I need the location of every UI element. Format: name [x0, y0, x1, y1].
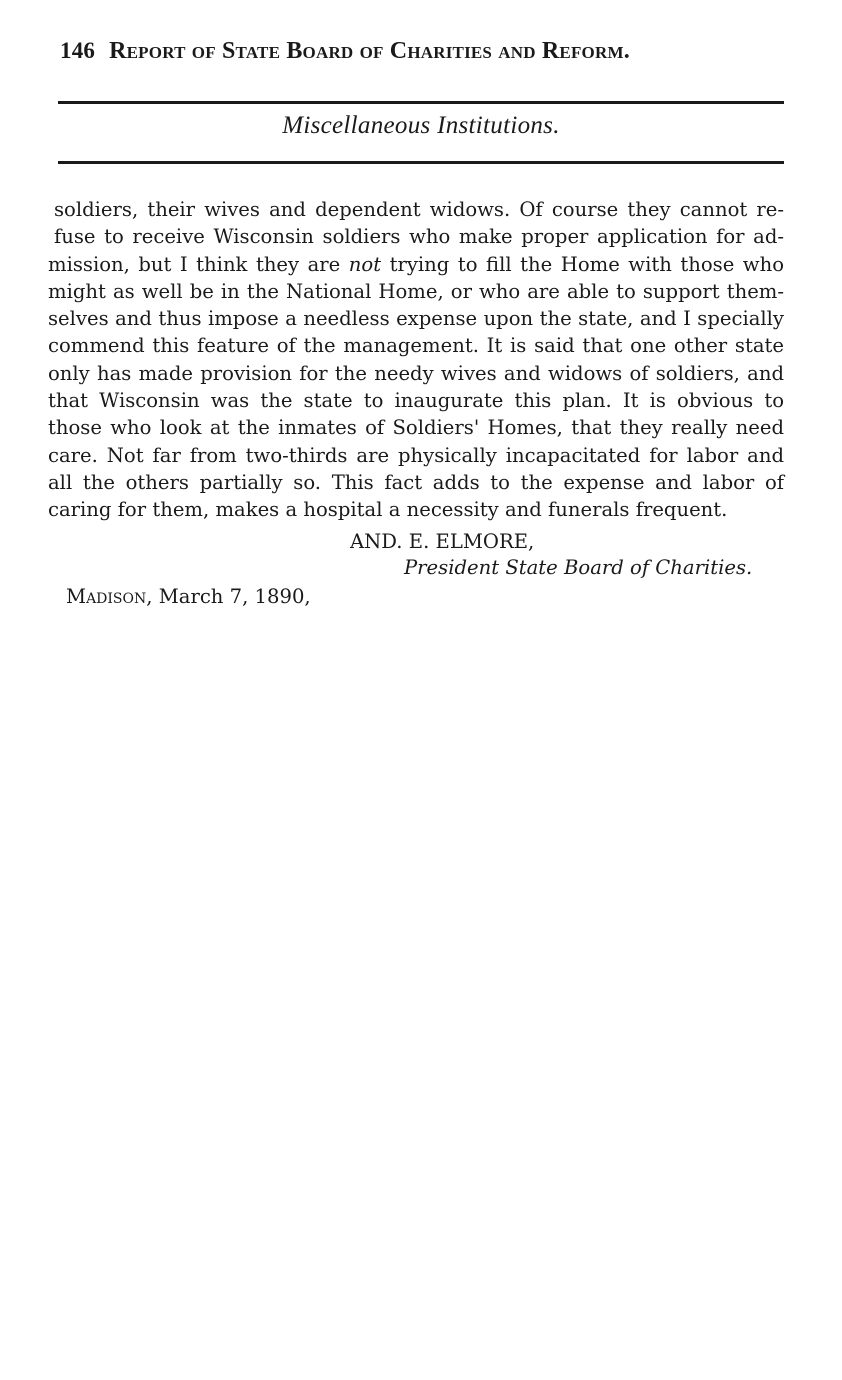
body-line: caring for them, makes a hospital a necessity and funerals frequent.	[48, 498, 728, 522]
body-line: might as well be in the National Home, or who are able to support them-	[48, 279, 784, 303]
body-line: only has made provision for the needy wives and widows of soldiers, and	[48, 361, 784, 385]
body-paragraph	[48, 196, 784, 524]
body-line: all the others partially so. This fact adds to the expense and labor of	[48, 470, 784, 494]
body-line-end: trying to fill the Home with those who	[381, 252, 784, 276]
dateline-place: Madison	[66, 585, 147, 608]
body-line: care. Not far from two-thirds are physically incapacitated for labor and	[48, 443, 784, 467]
running-head-title: Report of State Board of Charities and Reform.	[109, 38, 630, 64]
dateline	[66, 585, 311, 608]
section-heading: Miscellaneous Institutions.	[282, 112, 560, 139]
bottom-rule	[58, 161, 784, 164]
body-line: commend this feature of the management. It is said that one other state	[48, 334, 784, 358]
page-number: 146	[60, 38, 96, 63]
signature-name: AND. E. ELMORE,	[350, 530, 535, 553]
emphasis-text: not	[348, 252, 382, 276]
running-head	[60, 38, 784, 72]
body-line	[48, 251, 784, 278]
body-line: that Wisconsin was the state to inaugurate this plan. It is obvious to	[48, 389, 784, 413]
body-line: those who look at the inmates of Soldiers' Homes, that they really need	[48, 416, 784, 440]
body-line: soldiers, their wives and dependent widows. Of course they cannot re-	[54, 198, 784, 221]
body-line: fuse to receive Wisconsin soldiers who make proper application for ad-	[54, 225, 784, 249]
top-rule	[58, 101, 784, 104]
body-line-start: mission, but I think they are	[48, 252, 349, 276]
signature-title: President State Board of Charities.	[404, 556, 753, 579]
dateline-date: , March 7, 1890,	[146, 585, 311, 608]
body-line: selves and thus impose a needless expense upon the state, and I specially	[48, 307, 784, 331]
